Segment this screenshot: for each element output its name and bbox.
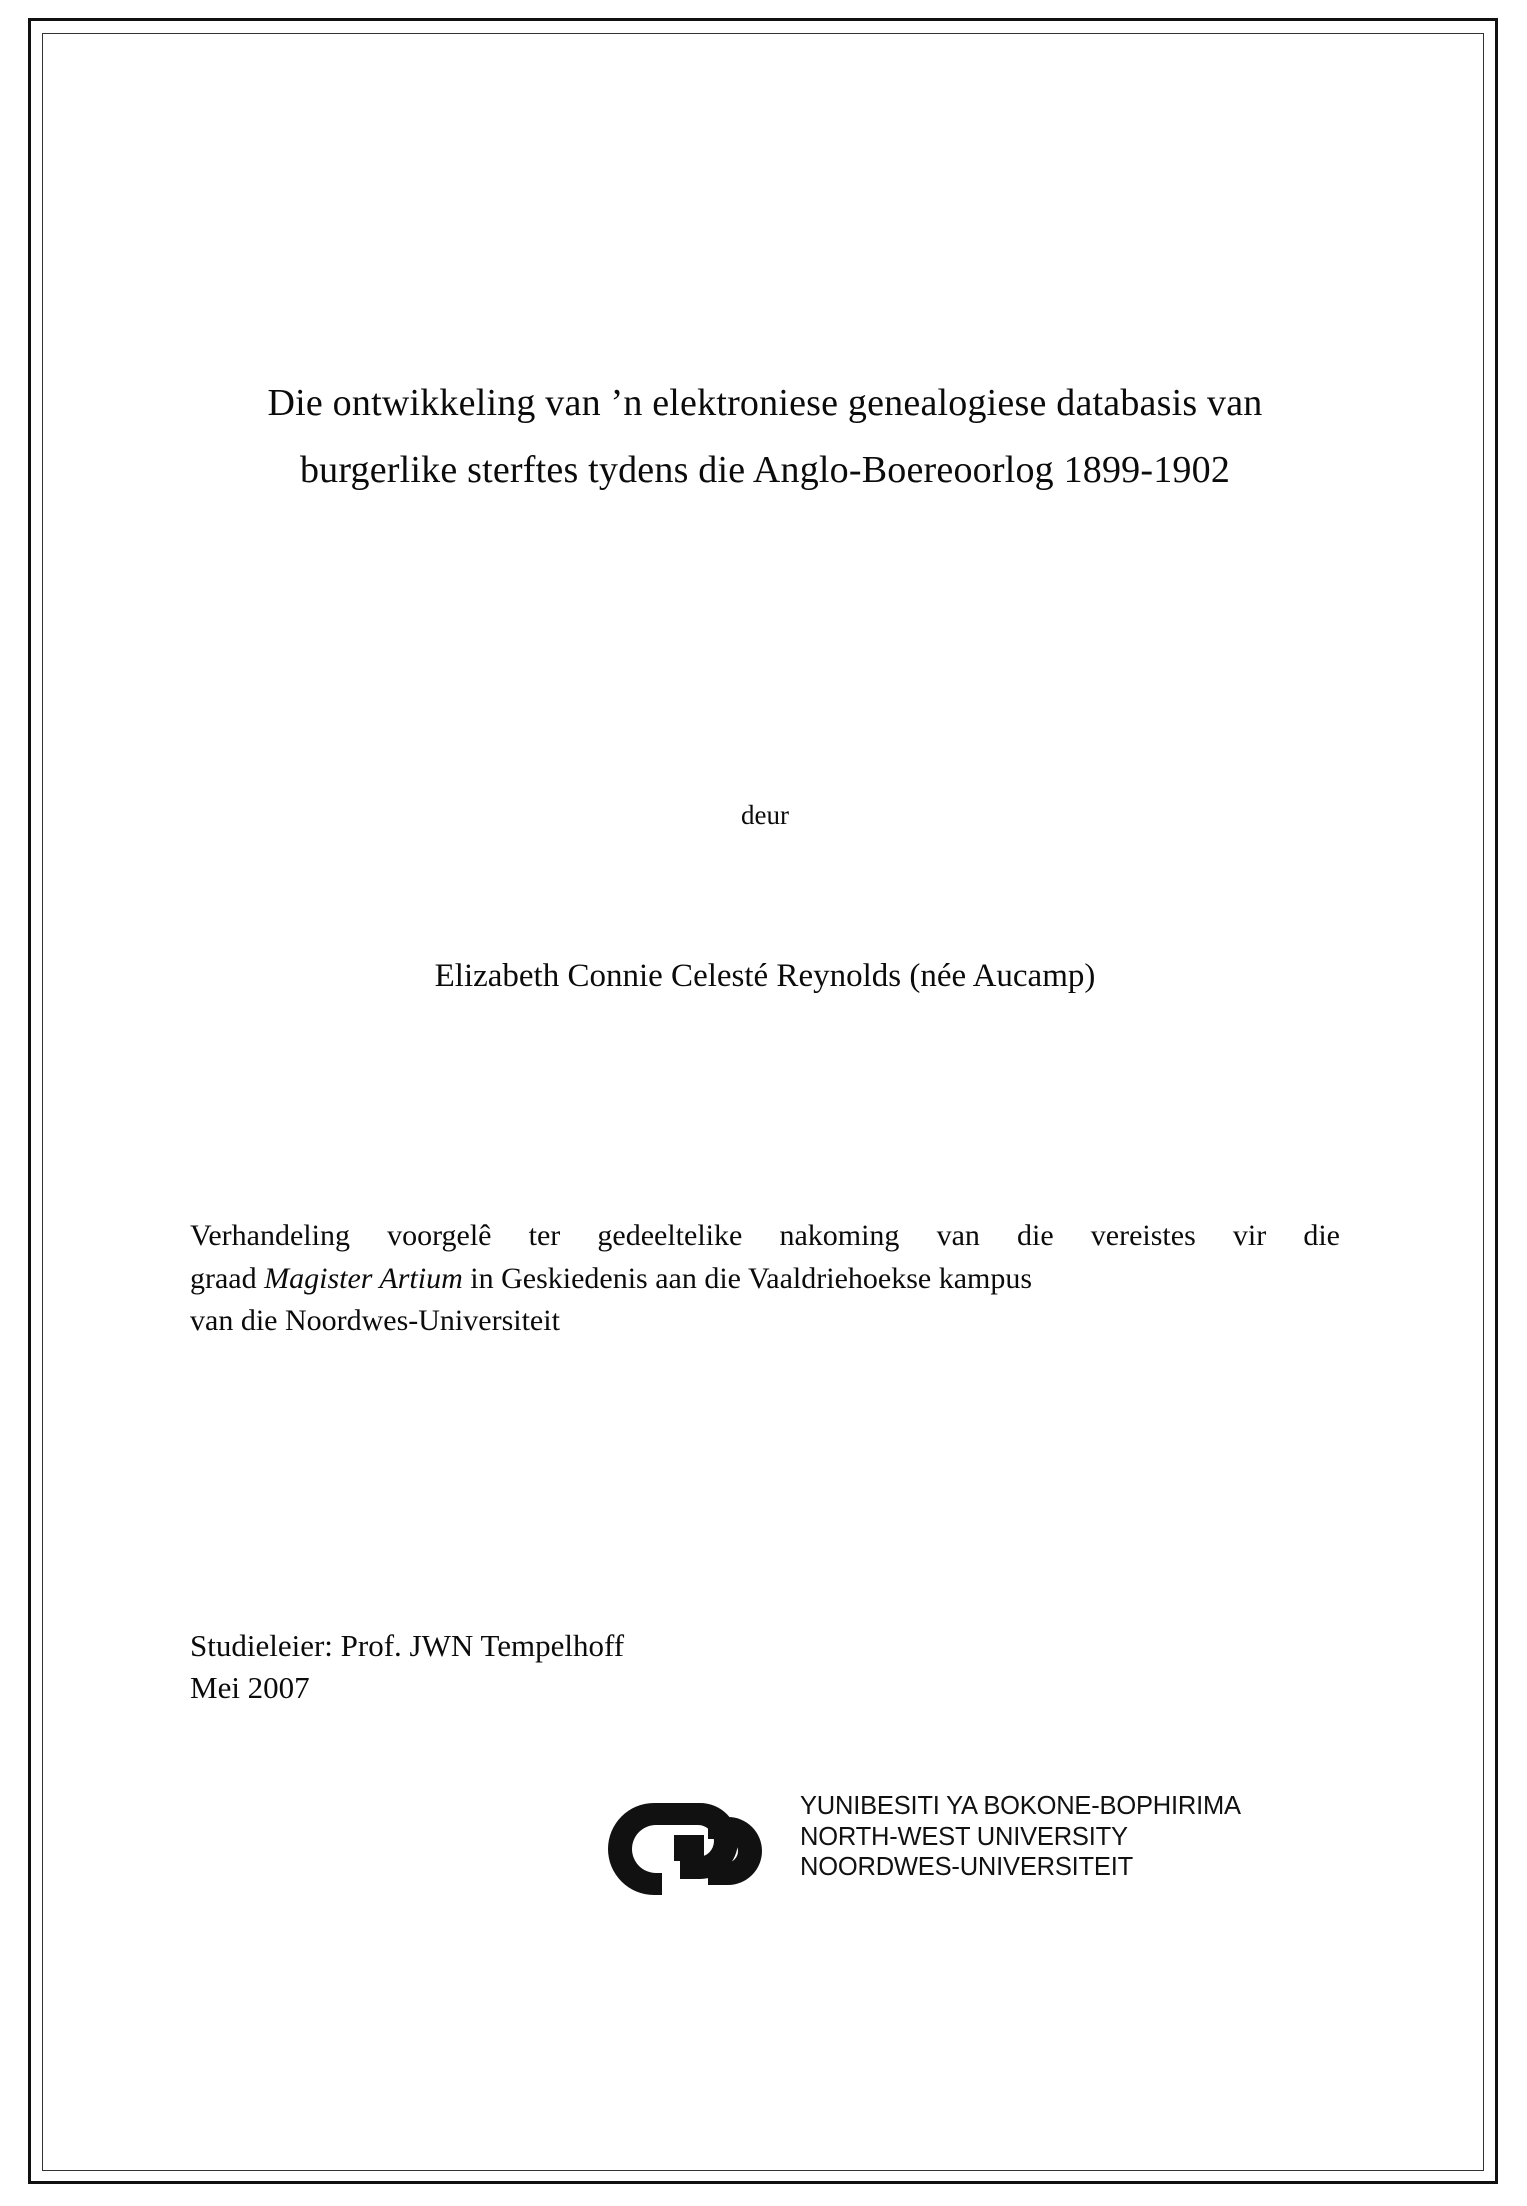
- supervisor-name: Studieleier: Prof. JWN Tempelhoff: [190, 1628, 625, 1663]
- statement-line-1: Verhandeling voorgelê ter gedeeltelike nakoming van die vereistes vir die: [190, 1219, 1340, 1252]
- page-title: [180, 370, 1350, 503]
- nwu-logo-mark-icon: [600, 1795, 790, 1905]
- logo-text-line-3: NOORDWES-UNIVERSITEIT: [800, 1853, 1133, 1882]
- author-name: Elizabeth Connie Celesté Reynolds (née Aucamp): [434, 958, 1096, 994]
- supervisor-block: [190, 1625, 1190, 1709]
- university-logo: [480, 1785, 1260, 1915]
- submission-date: Mei 2007: [190, 1669, 310, 1705]
- logo-text: [800, 1791, 1241, 1883]
- statement-line-2: [190, 1258, 1340, 1301]
- title-line-1: Die ontwikkeling van ’n elektroniese genealogiese databasis van: [267, 382, 1263, 424]
- degree-name: Magister Artium: [264, 1261, 463, 1295]
- statement-line-3: van die Noordwes-Universiteit: [190, 1304, 560, 1338]
- title-page-content: [150, 0, 1380, 2206]
- logo-text-line-1: YUNIBESITI YA BOKONE-BOPHIRIMA: [800, 1792, 1241, 1820]
- statement-line-2-post: in Geskiedenis aan die Vaaldriehoekse kampus: [462, 1261, 1033, 1295]
- degree-statement: [190, 1215, 1340, 1343]
- title-line-2: burgerlike sterftes tydens die Anglo-Boereoorlog 1899-1902: [299, 448, 1231, 491]
- statement-line-2-pre: graad: [190, 1261, 265, 1295]
- by-label: deur: [741, 800, 789, 830]
- logo-text-line-2: NORTH-WEST UNIVERSITY: [800, 1822, 1128, 1851]
